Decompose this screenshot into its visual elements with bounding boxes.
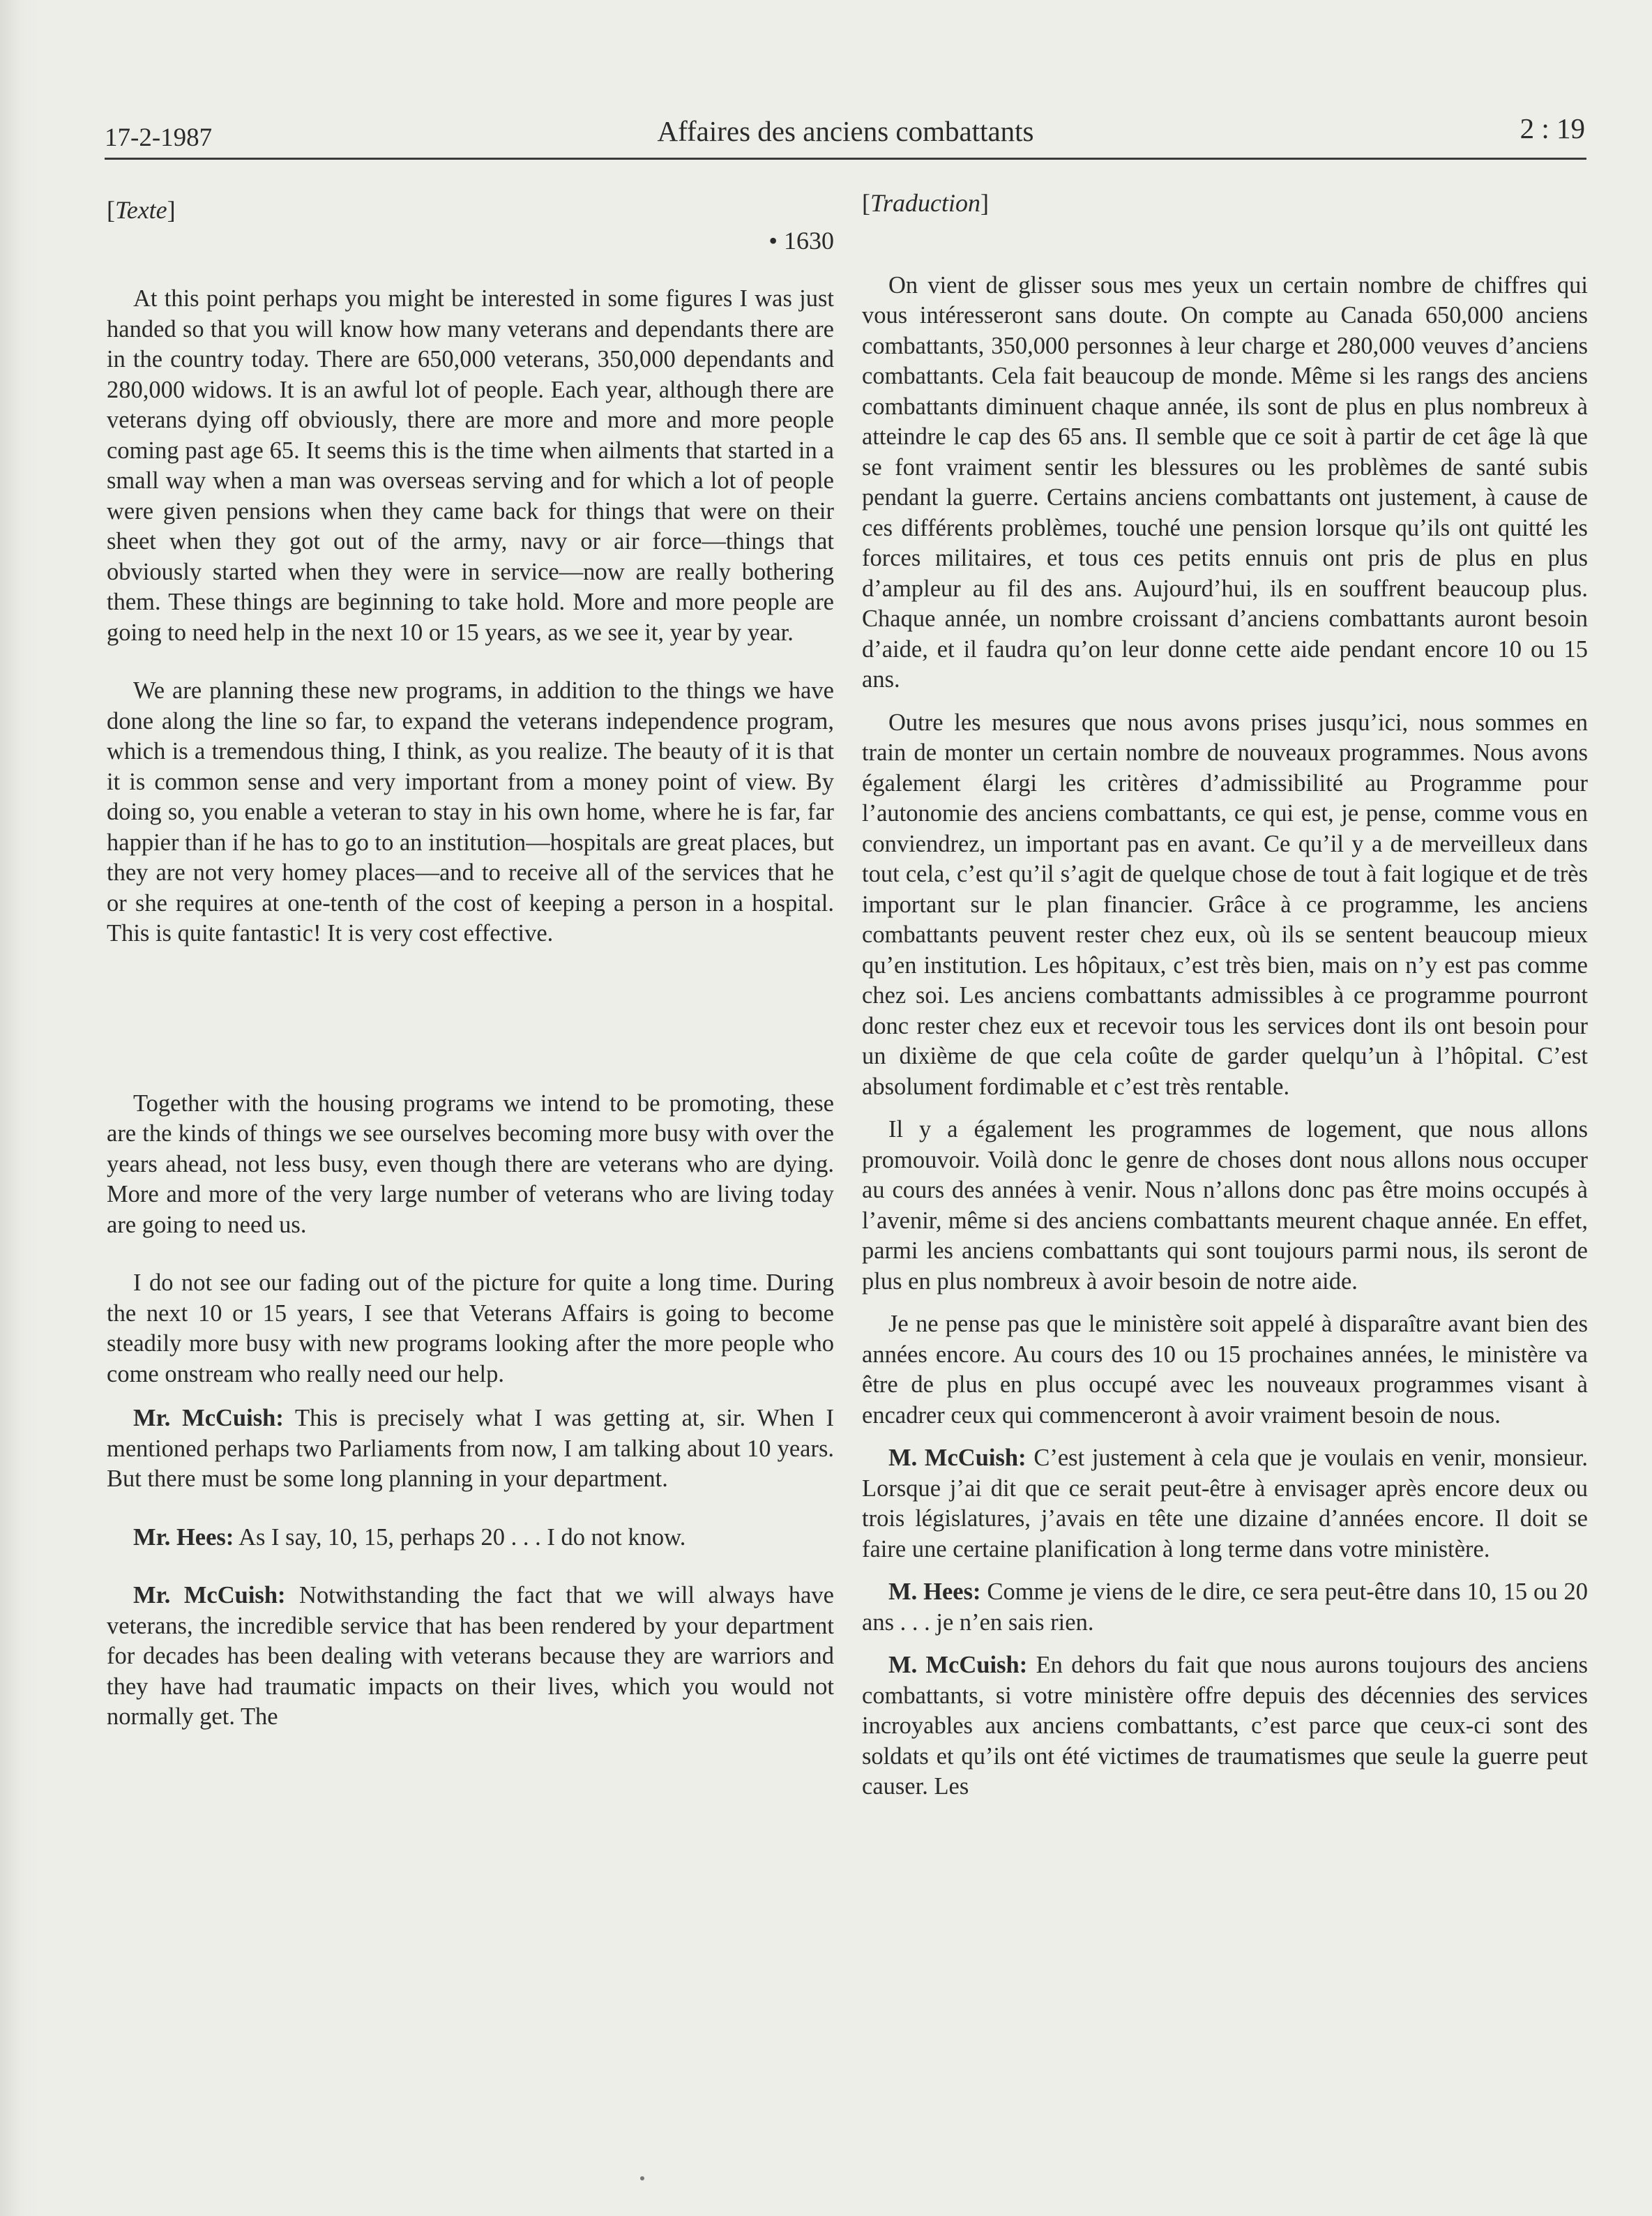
speaker-name: Mr. Hees: <box>133 1523 234 1551</box>
header-page-number: 2 : 19 <box>1520 112 1585 144</box>
page-header <box>105 112 1586 160</box>
speech-text: As I say, 10, 15, perhaps 20 . . . I do not know. <box>234 1523 686 1551</box>
paragraph: At this point perhaps you might be interested in some figures I was just handed so that you will know how many veterans and dependants there are in the country today. There are 650,000 veterans, 350,000 dependants and 280,000 widows. It is an awful lot of people. Each year, although there are veterans dying off obviously, there are more and more and more people coming past age 65. It seems this is the time when ailments that started in a small way when a man was overseas serving and for which a lot of people were given pensions when they came back for things that were on their sheet when they got out of the army, navy or air force—things that obviously started when they were in service—now are really bothering them. These things are beginning to take hold. More and more people are going to need help in the next 10 or 15 years, as we see it, year by year. <box>107 285 834 646</box>
paragraph: We are planning these new programs, in addition to the things we have done along the line so far, to expand the veterans independence program, which is a tremendous thing, I think, as you realize. The beauty of it is that it is common sense and very important from a money point of view. By doing so, you enable a veteran to stay in his own home, where he is far, far happier than if he has to go to an institution—hospitals are great places, but they are not very homey places—and to receive all of the services that he or she requires at one-tenth of the cost of keeping a person in a hospital. This is quite fantastic! It is very cost effective. <box>107 677 834 947</box>
speaker-name: M. Hees: <box>888 1578 981 1605</box>
right-column <box>862 188 1588 1802</box>
paragraph: Il y a également les programmes de logement, que nous allons promouvoir. Voilà donc le genre de choses dont nous allons nous occuper au cours des années à venir. Nous n’allons donc pas être moins occupés à l’avenir, même si des anciens combattants meurent chaque année. En effet, parmi les anciens combattants qui sont toujours parmi nous, ils seront de plus en plus nombreux à avoir besoin de notre aide. <box>862 1116 1588 1295</box>
paragraph: Outre les mesures que nous avons prises jusqu’ici, nous sommes en train de monter un certain nombre de nouveaux programmes. Nous avons également élargi les critères d’admissibilité au Programme pour l’autonomie des anciens combattants, ce qui est, je pense, comme vous en conviendrez, un important pas en avant. Ce qu’il y a de merveilleux dans tout cela, c’est qu’il s’agit de quelque chose de tout à fait logique et de très important sur le plan financier. Grâce à ce programme, les anciens combattants peuvent rester chez eux, où ils se sentent beaucoup mieux qu’en institution. Les hôpitaux, c’est très bien, mais on n’y est pas comme chez soi. Les anciens combattants admissibles à ce programme pourront donc rester chez eux et recevoir tous les services dont ils ont besoin pour un dixième de que cela coûte de garder quelqu’un à l’hôpital. C’est absolument fordimable et c’est très rentable. <box>862 709 1588 1100</box>
speech-text: C’est justement à cela que je voulais en venir, monsieur. Lorsque j’ai dit que ce serait peut-être à envisager après encore deux ou trois législatures, j’avais en tête une dizaine d’années encore. Il doit se faire une certaine planification à long terme dans votre ministère. <box>862 1445 1588 1562</box>
speech-text: En dehors du fait que nous aurons toujours des anciens combattants, si votre ministère offre depuis des décennies des services incroyables aux anciens combattants, c’est parce que ceux-ci sont des soldats et qu’ils ont été victimes de traumatismes que seule la guerre peut causer. Les <box>862 1652 1589 1800</box>
column-label: [Traduction] <box>862 189 990 217</box>
speaker-name: M. McCuish: <box>888 1652 1028 1678</box>
header-date: 17-2-1987 <box>105 123 213 152</box>
speaker-paragraph <box>107 1581 834 1733</box>
speech-text: Notwithstanding the fact that we will always have veterans, the incredible service that has been rendered by your department for decades has been dealing with veterans because they are warriors and they have had traumatic impacts on their lives, which you would not normally get. The <box>107 1582 834 1730</box>
speaker-paragraph <box>862 1443 1588 1565</box>
speaker-name: M. McCuish: <box>888 1445 1026 1471</box>
speaker-name: Mr. McCuish: <box>133 1582 286 1608</box>
header-title: Affaires des anciens combattants <box>657 115 1034 147</box>
speaker-name: Mr. McCuish: <box>133 1405 284 1431</box>
scan-mark <box>640 2176 644 2180</box>
speech-text: This is precisely what I was getting at, sir. When I mentioned perhaps two Parliaments from now, I am talking about 10 years. But there must be some long planning in your department. <box>107 1405 834 1492</box>
speaker-paragraph <box>107 1523 834 1553</box>
paragraph: I do not see our fading out of the picture for quite a long time. During the next 10 or 15 years, I see that Veterans Affairs is going to become steadily more busy with new programs looking after the more people who come onstream who really need our help. <box>107 1269 834 1387</box>
speech-text: Comme je viens de le dire, ce sera peut-être dans 10, 15 ou 20 ans . . . je n’en sais rien. <box>862 1578 1588 1636</box>
paragraph: Je ne pense pas que le ministère soit appelé à disparaître avant bien des années encore. Au cours des 10 ou 15 prochaines années, le ministère va être de plus en plus occupé avec les nouveaux programmes visant à encadrer ceux qui commenceront à avoir vraiment besoin de nous. <box>862 1311 1588 1429</box>
column-label: [Texte] <box>107 196 176 224</box>
paragraph: Together with the housing programs we intend to be promoting, these are the kinds of things we see ourselves becoming more busy with over the years ahead, not less busy, even though there are veterans who are dying. More and more of the very large number of veterans who are living today are going to need us. <box>107 1090 834 1238</box>
speaker-paragraph <box>107 1403 834 1495</box>
paragraph: On vient de glisser sous mes yeux un certain nombre de chiffres qui vous intéresseront sans doute. On compte au Canada 650,000 anciens combattants, 350,000 personnes à leur charge et 280,000 veuves d’anciens combattants. Cela fait beaucoup de monde. Même si les rangs des anciens combattants diminuent chaque année, ils sont de plus en plus nombreux à atteindre le cap des 65 ans. Il semble que ce soit à partir de cet âge là que se font vraiment sentir les blessures ou les problèmes de santé subis pendant la guerre. Certains anciens combattants ont justement, à cause de ces différents problèmes, touché une pension lorsque qu’ils ont quitté les forces militaires, et tous ces petits ennuis ont pris de plus en plus d’ampleur au fil des ans. Aujourd’hui, ils en souffrent beaucoup plus. Chaque année, un nombre croissant d’anciens combattants auront besoin d’aide, et il faudra qu’on leur donne cette aide pendant encore 10 ou 15 ans. <box>862 271 1588 693</box>
timestamp: • 1630 <box>768 226 834 255</box>
speaker-paragraph <box>862 1577 1588 1638</box>
left-column <box>107 188 834 1733</box>
speaker-paragraph <box>862 1650 1588 1802</box>
